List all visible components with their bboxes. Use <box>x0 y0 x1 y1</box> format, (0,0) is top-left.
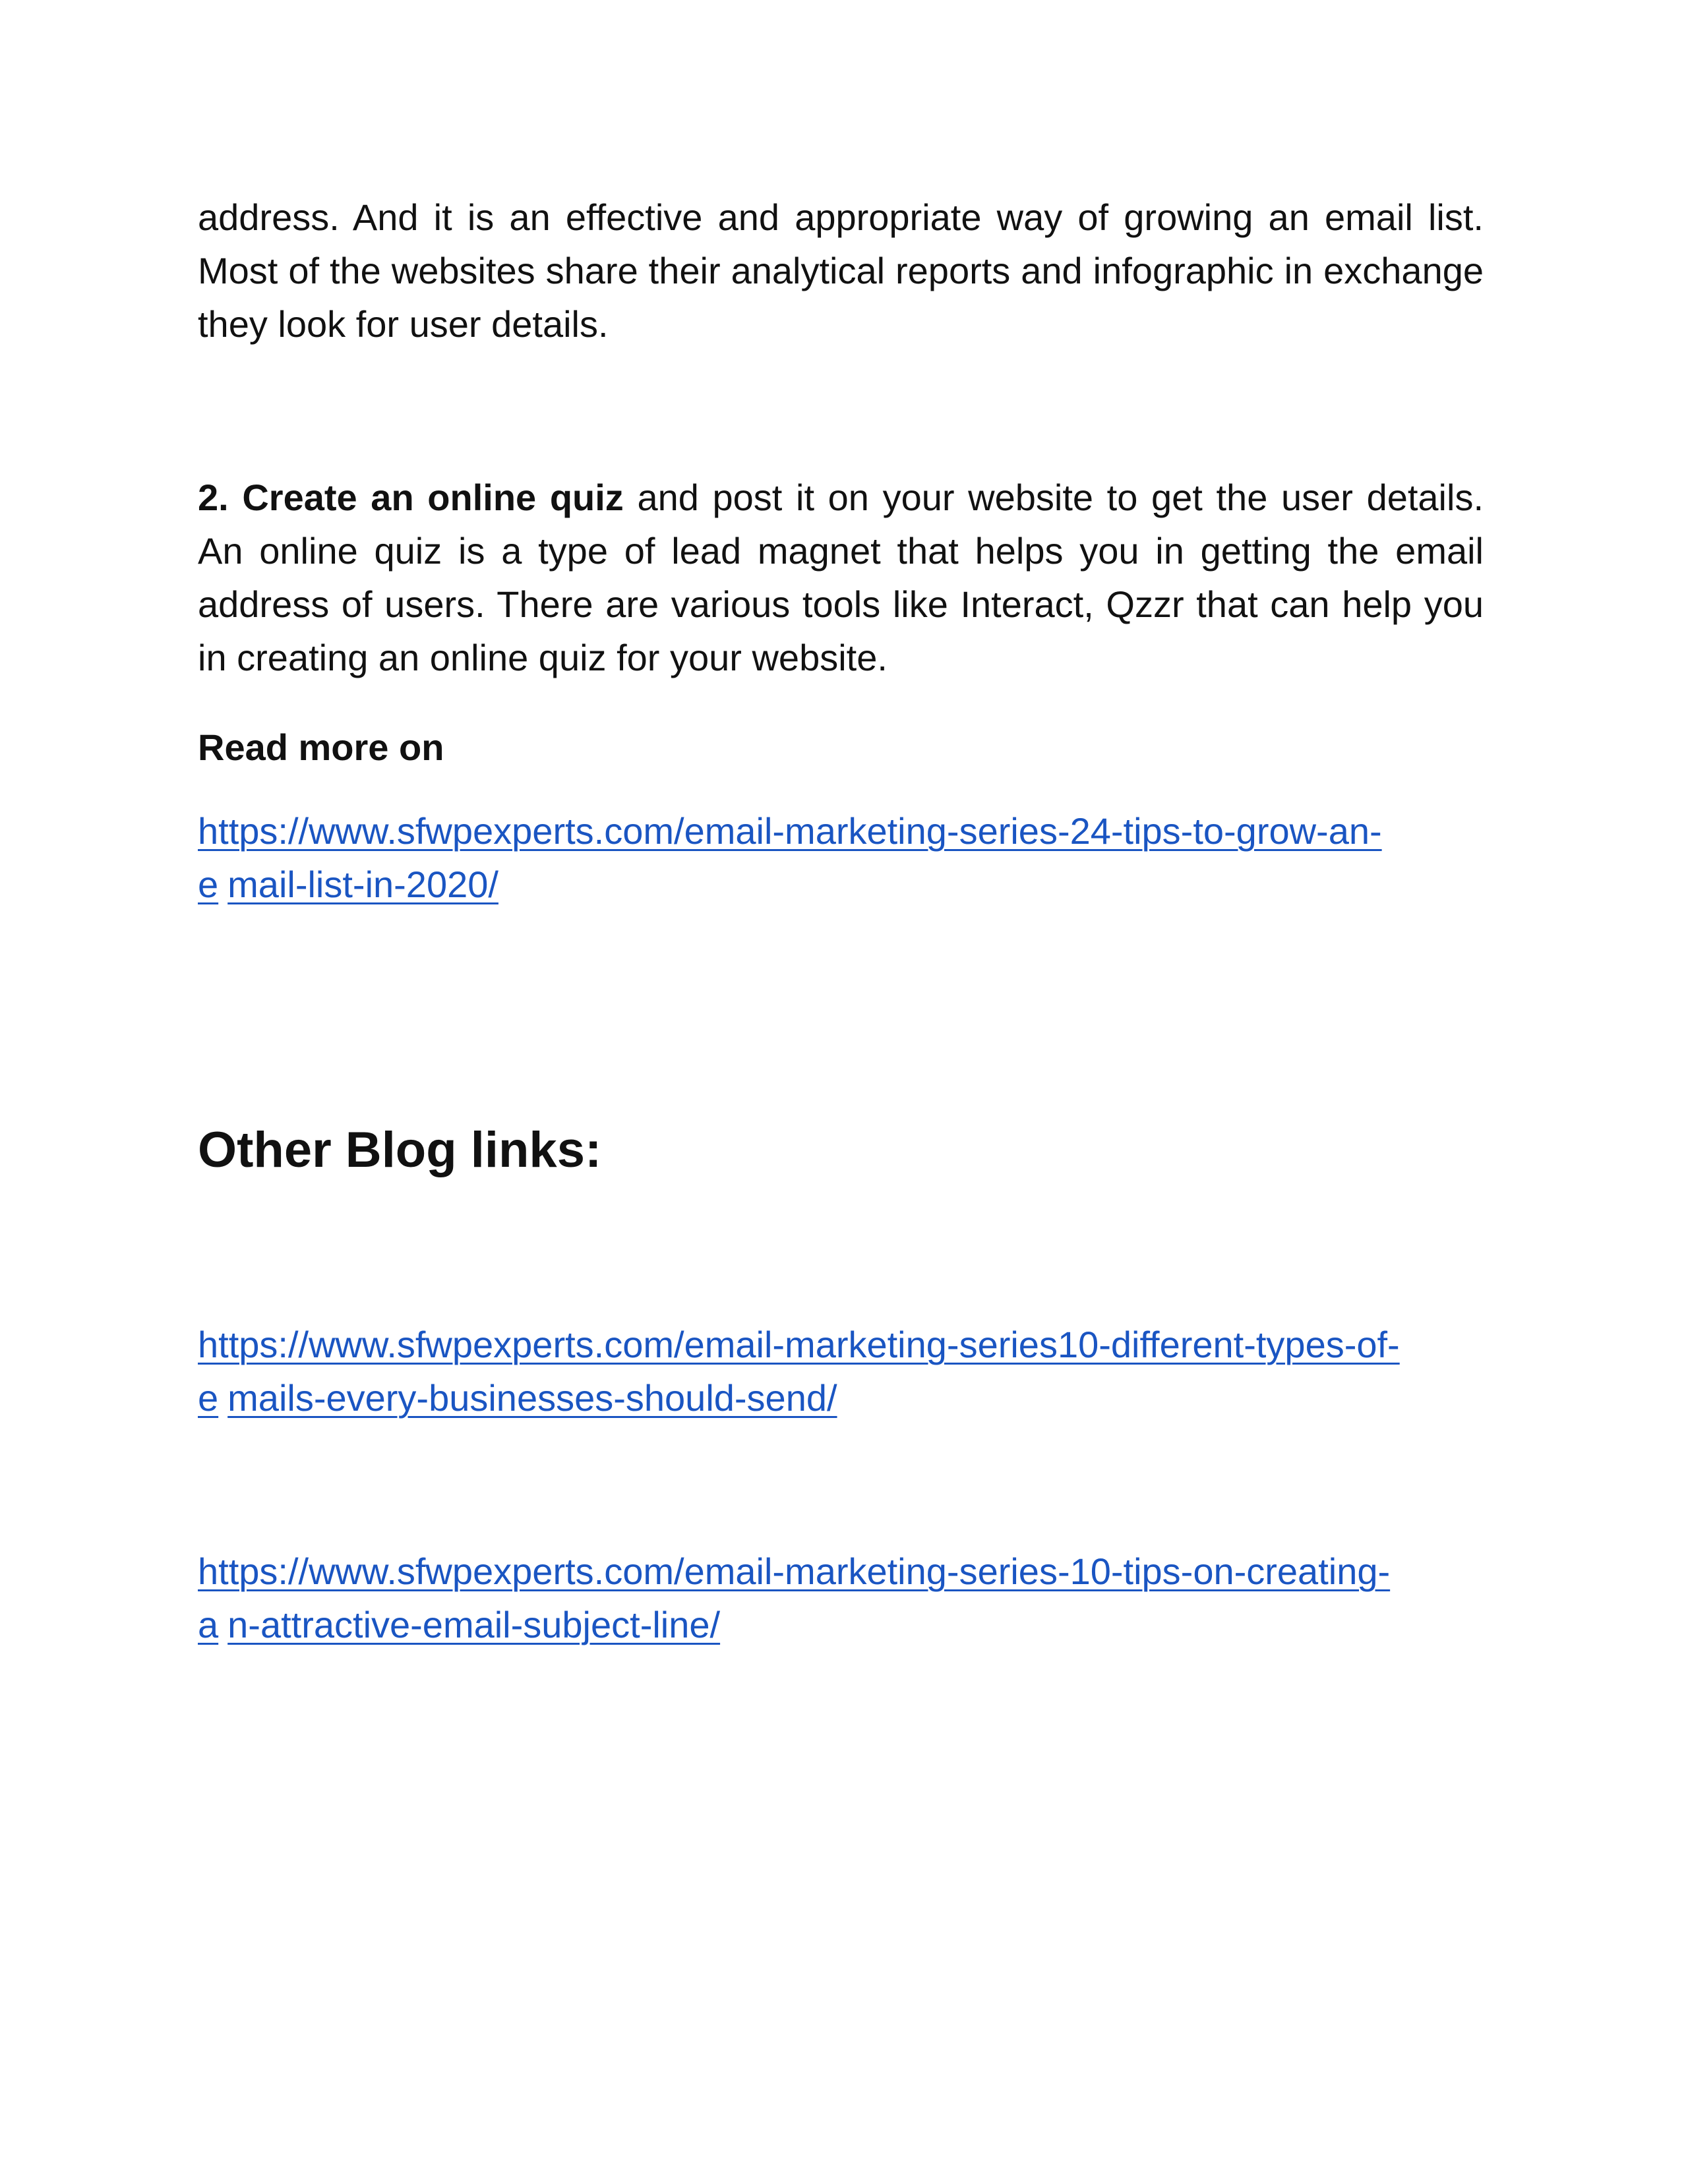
paragraph-line: you in creating an online quiz for your website. <box>198 583 1484 678</box>
paragraph-line: Most of the websites share their analytical reports and infographic in <box>198 250 1313 291</box>
paragraph-email-list <box>198 191 1484 351</box>
link-fragment[interactable]: e <box>198 1377 219 1419</box>
paragraph-line: address of users. There are various tools like Interact, Qzzr that can help <box>198 583 1412 625</box>
link-line[interactable]: https://www.sfwpexperts.com/email-marketing-series-24-tips-to-grow-an- <box>198 810 1382 852</box>
other-blog-links-heading: Other Blog links: <box>198 1122 602 1178</box>
link-line[interactable]: n-attractive-email-subject-line/ <box>227 1604 721 1645</box>
link-line[interactable]: mails-every-businesses-should-send/ <box>227 1377 837 1419</box>
read-more-label: Read more on <box>198 726 444 768</box>
paragraph-online-quiz <box>198 471 1484 684</box>
link-fragment[interactable]: e <box>198 864 219 905</box>
link-line[interactable]: https://www.sfwpexperts.com/email-marketing-series-10-tips-on-creating- <box>198 1550 1391 1592</box>
read-more-link[interactable] <box>198 804 1484 911</box>
blog-link-types-of-emails[interactable] <box>198 1318 1484 1425</box>
link-fragment[interactable]: a <box>198 1604 219 1645</box>
paragraph-line: exchange they look for user details. <box>198 250 1484 345</box>
link-line[interactable]: mail-list-in-2020/ <box>227 864 498 905</box>
blog-link-subject-line[interactable] <box>198 1545 1484 1651</box>
quiz-bold-lead: 2. Create an online quiz <box>198 477 624 518</box>
link-line[interactable]: https://www.sfwpexperts.com/email-marketing-series10-different-types-of- <box>198 1324 1400 1365</box>
paragraph-line: address. And it is an effective and appropriate way of growing an email list. <box>198 196 1484 238</box>
paragraph-line: and post it on your website to get the user details. <box>623 477 1484 518</box>
paragraph-line: An online quiz is a type of lead magnet that helps you in getting the email <box>198 530 1484 572</box>
